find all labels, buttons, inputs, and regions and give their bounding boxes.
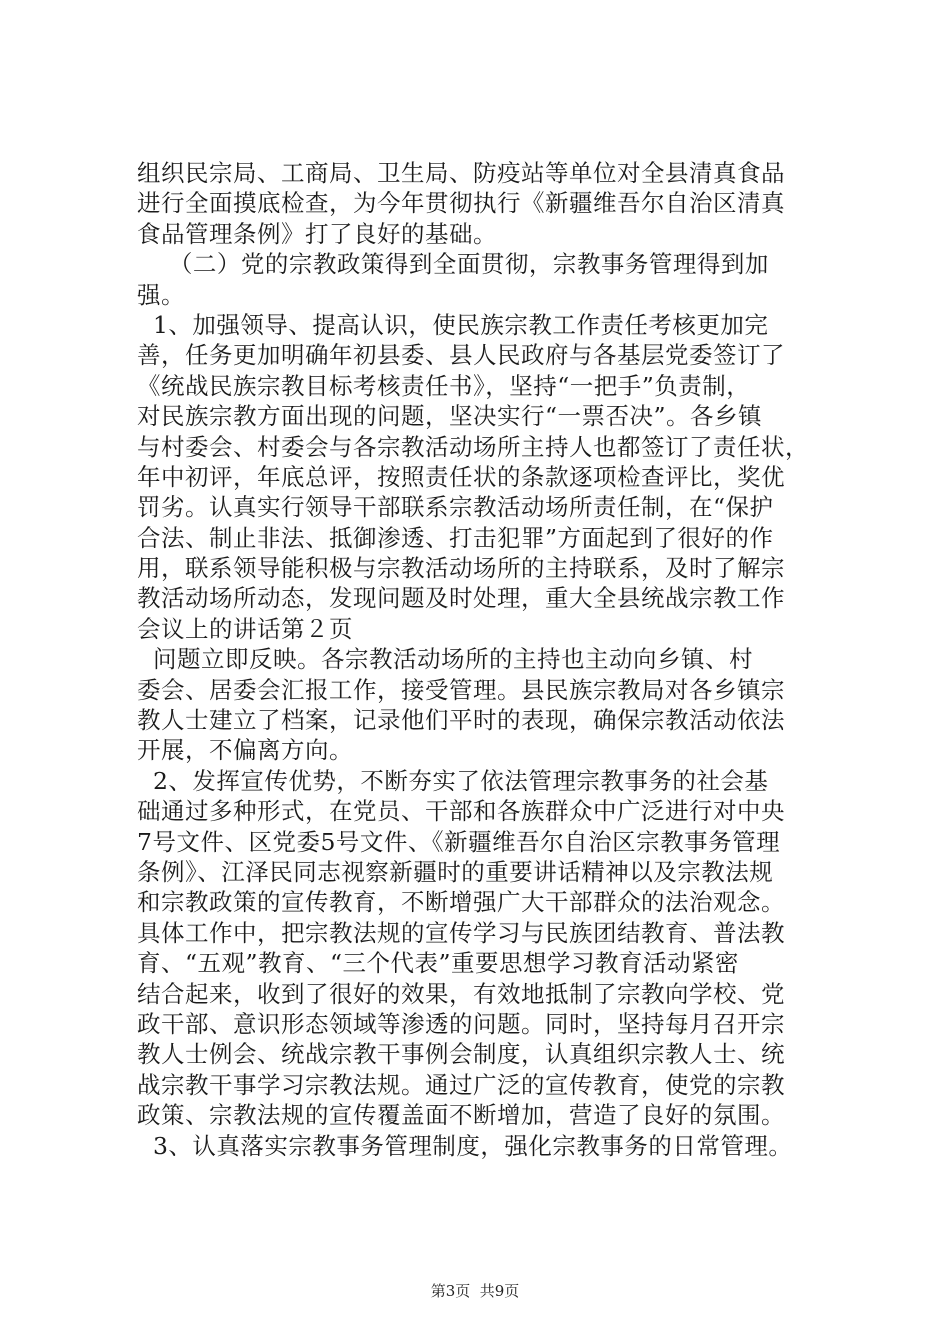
text-line: 础通过多种形式，在党员、干部和各族群众中广泛进行对中央 <box>137 797 785 826</box>
text-line: 7号文件、区党委5号文件、《新疆维吾尔自治区宗教事务管理 <box>137 827 781 856</box>
text-line: 会议上的讲话第２页 <box>137 614 353 643</box>
text-line: 教人士建立了档案，记录他们平时的表现，确保宗教活动依法 <box>137 706 785 735</box>
text-line: 政干部、意识形态领域等渗透的问题。同时，坚持每月召开宗 <box>137 1009 785 1038</box>
text-line: 善，任务更加明确年初县委、县人民政府与各基层党委签订了 <box>137 341 785 370</box>
text-line: 3、认真落实宗教事务管理制度，强化宗教事务的日常管理。 <box>137 1131 793 1160</box>
text-line: 委会、居委会汇报工作，接受管理。县民族宗教局对各乡镇宗 <box>137 675 785 704</box>
text-line: 罚劣。认真实行领导干部联系宗教活动场所责任制，在“保护 <box>137 493 774 522</box>
page-footer: 第3页 共9页 <box>430 1282 520 1300</box>
text-line: 用，联系领导能积极与宗教活动场所的主持联系，及时了解宗 <box>137 554 785 583</box>
text-line: 2、发挥宣传优势，不断夯实了依法管理宗教事务的社会基 <box>137 766 769 795</box>
document-body <box>137 158 857 1161</box>
text-line: 强。 <box>137 280 185 309</box>
text-line: 开展，不偏离方向。 <box>137 736 353 765</box>
text-line: 进行全面摸底检查，为今年贯彻执行《新疆维吾尔自治区清真 <box>137 189 785 218</box>
text-line: 教人士例会、统战宗教干事例会制度，认真组织宗教人士、统 <box>137 1040 785 1069</box>
text-line: 问题立即反映。各宗教活动场所的主持也主动向乡镇、村 <box>137 645 753 674</box>
text-line: 结合起来，收到了很好的效果，有效地抵制了宗教向学校、党 <box>137 979 785 1008</box>
text-line: （二）党的宗教政策得到全面贯彻，宗教事务管理得到加 <box>137 250 769 279</box>
text-line: 具体工作中，把宗教法规的宣传学习与民族团结教育、普法教 <box>137 918 785 947</box>
text-line: 育、“五观”教育、“三个代表”重要思想学习教育活动紧密 <box>137 949 740 978</box>
text-line: 政策、宗教法规的宣传覆盖面不断增加，营造了良好的氛围。 <box>137 1101 785 1130</box>
text-line: 与村委会、村委会与各宗教活动场所主持人也都签订了责任状， <box>137 432 809 461</box>
text-line: 条例》、江泽民同志视察新疆时的重要讲话精神以及宗教法规 <box>137 857 774 886</box>
text-line: 年中初评，年底总评，按照责任状的条款逐项检查评比，奖优 <box>137 462 785 491</box>
text-line: 1、加强领导、提高认识，使民族宗教工作责任考核更加完 <box>137 310 769 339</box>
text-line: 教活动场所动态，发现问题及时处理，重大全县统战宗教工作 <box>137 584 785 613</box>
text-line: 食品管理条例》打了良好的基础。 <box>137 219 497 248</box>
text-line: 对民族宗教方面出现的问题，坚决实行“一票否决”。各乡镇 <box>137 402 763 431</box>
text-line: 《统战民族宗教目标考核责任书》，坚持“一把手”负责制， <box>137 371 751 400</box>
text-line: 组织民宗局、工商局、卫生局、防疫站等单位对全县清真食品 <box>137 159 785 187</box>
text-line: 战宗教干事学习宗教法规。通过广泛的宣传教育，使党的宗教 <box>137 1070 785 1099</box>
text-line: 和宗教政策的宣传教育，不断增强广大干部群众的法治观念。 <box>137 888 785 917</box>
text-line: 合法、制止非法、抵御渗透、打击犯罪”方面起到了很好的作 <box>137 523 774 552</box>
